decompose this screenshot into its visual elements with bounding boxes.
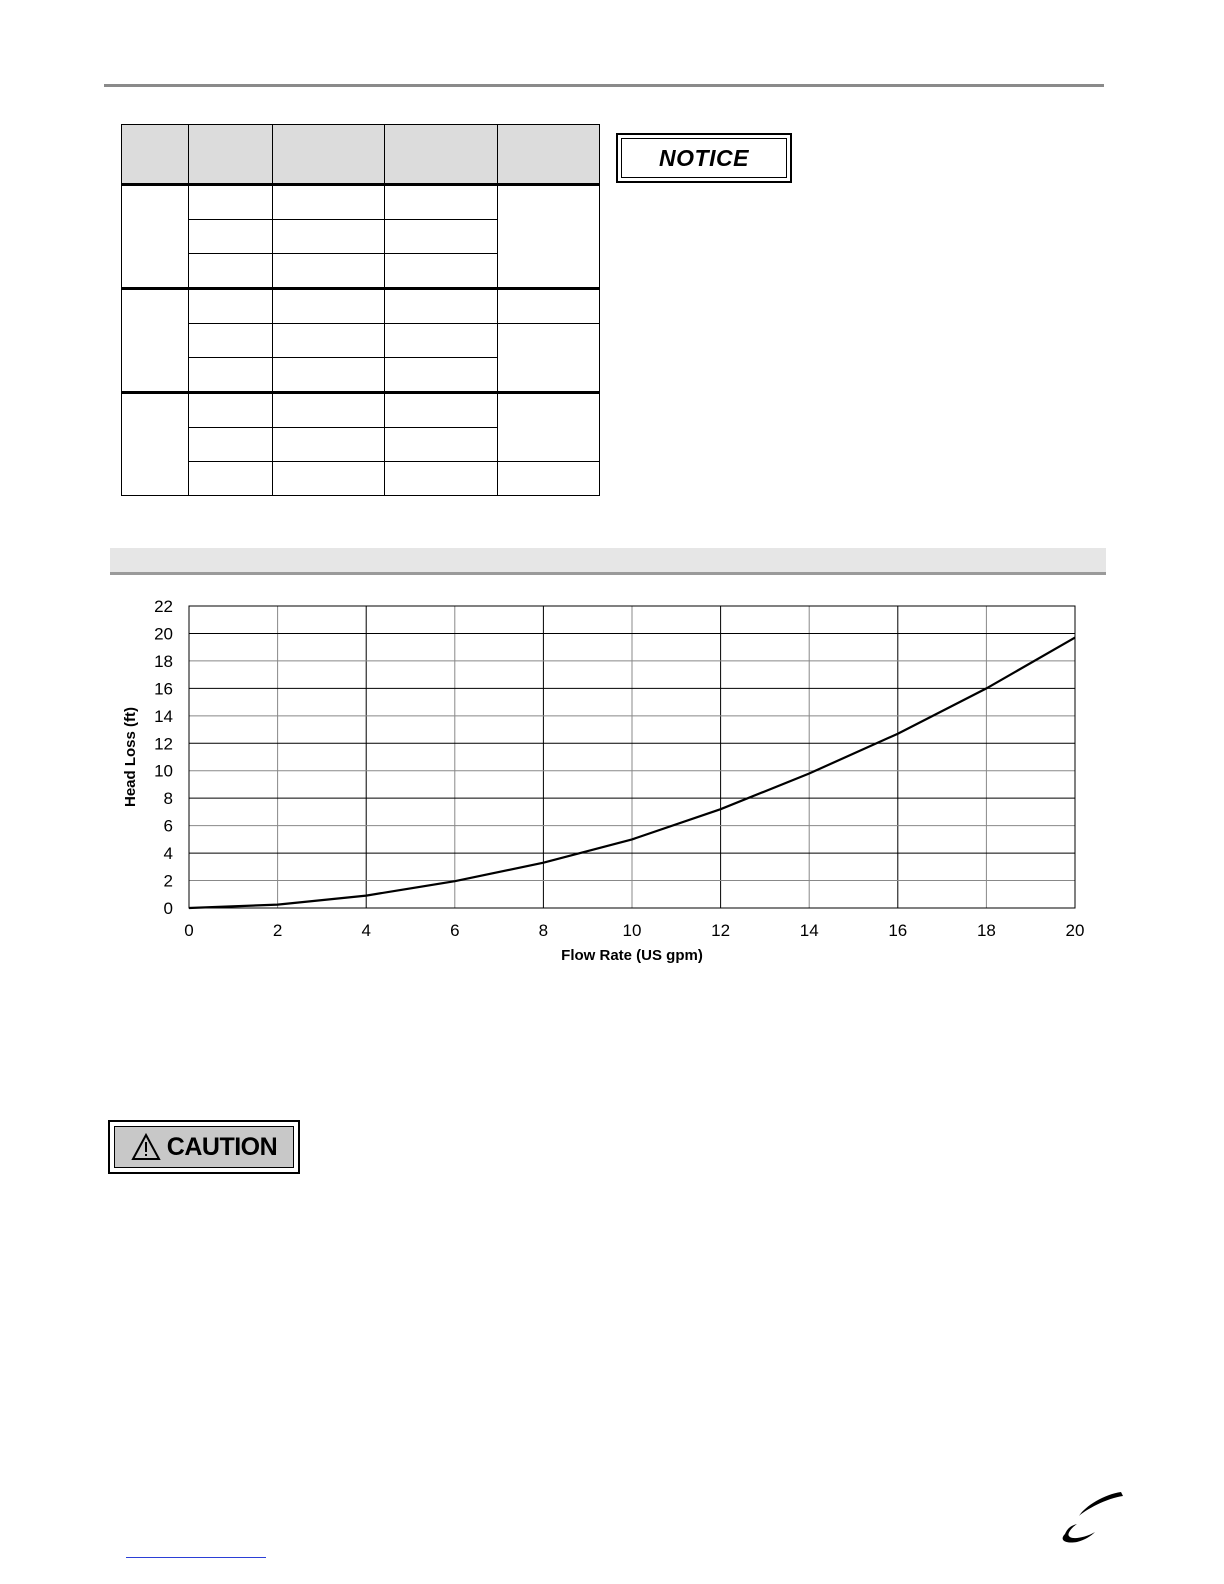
y-tick-label: 14 <box>154 706 173 726</box>
warning-triangle-icon <box>131 1133 161 1161</box>
x-tick-label: 0 <box>184 921 194 940</box>
x-tick-label: 14 <box>799 921 819 940</box>
tick-labels <box>154 597 1084 940</box>
brand-logo-icon <box>1055 1488 1127 1544</box>
x-tick-label: 18 <box>976 921 996 940</box>
y-tick-label: 12 <box>154 734 173 754</box>
y-axis-label: Head Loss (ft) <box>122 706 139 808</box>
y-tick-label: 4 <box>163 844 173 864</box>
y-tick-label: 6 <box>163 816 173 836</box>
x-tick-label: 12 <box>711 921 731 940</box>
x-tick-label: 6 <box>450 921 460 940</box>
y-tick-label: 22 <box>154 597 173 616</box>
x-tick-label: 2 <box>272 921 283 940</box>
y-tick-label: 10 <box>154 761 173 781</box>
caution-badge <box>108 1120 300 1174</box>
x-tick-label: 20 <box>1065 921 1085 940</box>
y-tick-label: 20 <box>154 624 173 644</box>
x-axis-label: Flow Rate (US gpm) <box>561 947 703 964</box>
x-tick-label: 8 <box>538 921 549 940</box>
y-tick-label: 8 <box>163 789 173 809</box>
y-tick-label: 2 <box>163 871 173 891</box>
y-tick-label: 18 <box>154 651 173 671</box>
y-tick-label: 16 <box>154 679 173 699</box>
y-tick-label: 0 <box>163 899 173 918</box>
notice-label: NOTICE <box>659 144 749 171</box>
x-tick-label: 4 <box>361 921 371 940</box>
caution-label: CAUTION <box>166 1132 278 1161</box>
x-tick-label: 10 <box>622 921 642 940</box>
footer-link-underline[interactable] <box>126 1557 266 1558</box>
chart-grid <box>189 606 1075 908</box>
x-tick-label: 16 <box>888 921 908 940</box>
